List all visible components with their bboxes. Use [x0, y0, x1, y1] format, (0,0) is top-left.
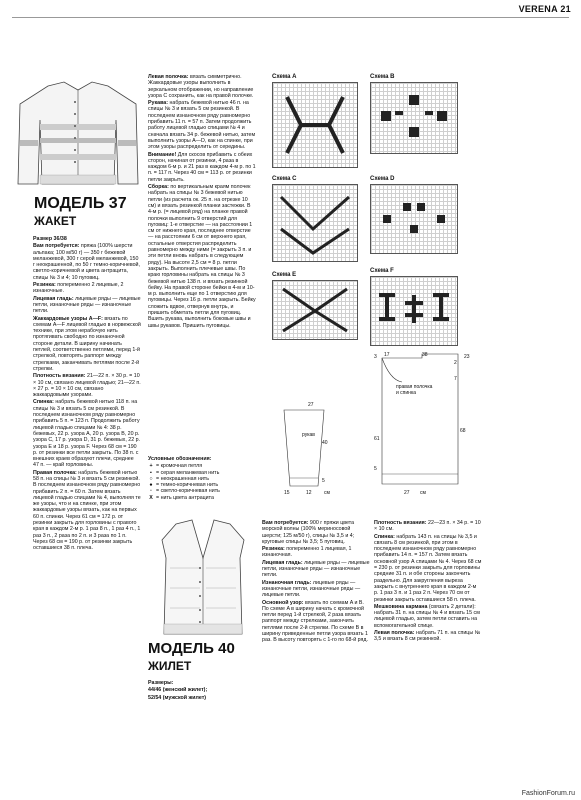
model37-title: МОДЕЛЬ 37	[34, 195, 127, 212]
paragraph: Лицевая гладь: лицевые ряды — лицевые петли, изнаночные ряды — изнаночные петли.	[262, 559, 370, 579]
dim-sleeve-cuff: 5	[322, 478, 325, 484]
dim-body-neck: 3	[374, 354, 377, 360]
model37-subtitle: ЖАКЕТ	[34, 214, 77, 228]
dim-sleeve-bottom-c: см	[324, 490, 330, 496]
dim-neck: 17	[384, 352, 390, 358]
model40-instructions-right	[374, 520, 482, 700]
paragraph: Левая полочка: вязать симметрично. Жаккардовые узоры выполнить в зеркальном отображении, но направление узора C сохранить, как на правой полочке.	[148, 74, 254, 99]
paragraph: Правая полочка: набрать бежевой нитью 58 п. на спицы № 3 и вязать 5 см резинкой. В последнем изнаночном ряду равномерно прибавить 2 п. = 60 п. Затем вязать лицевой гладью спицами № 4, выполняя те же узоры, что и на спинке, при этом жаккардовые узоры вязать, как на первых 60 п. спинки. Через 61 см = 172 р. от резинки закрыть для горловины с правого края в каждом 2-м р. 1 раз 8 п., 1 раз 4 п., 1 раз 3 п., 2 раза по 2 п. и 3 раза по 1 п. Через 68 см = 190 р. от резинки закрыть оставшиеся 38 п. плеча.	[33, 469, 141, 552]
dim-sleeve-bottom-b: 12	[306, 490, 312, 496]
sleeve-label: рукав	[302, 432, 315, 438]
scheme-a-grid	[272, 82, 358, 168]
paragraph: Сборка: по вертикальным краям полочек набрать на спицы № 3 бежевой нитью петли (из расчета ок. 25 п. на отрезке 10 см) и вязать резинкой планки застежки. В 4-м р. (= лицевой ряд) на планке правой полочки выполнить 9 отверстий для пуговиц: 1-е отверстие — на расстоянии 1 см от нижнего края, последнее отверстие — на расстоянии 6 см от верхнего края, остальные отверстия распределить равномерно между ними (= закрыть 3 п. и эти петли вновь набрать в следующем ряду). На высоте 2,5 см = 8 р. петли закрыть. Выполнить плечевые швы. По краю горловины набрать на спицы № 3 бежевой нитью 138 п. и вязать резинкой бейку. На правой стороне бейки в 4-м и 10-м р. выполнить еще по 1 отверстию для пуговицы. Через 16 р. петли закрыть. Бейку сложить вдвое, отвернув внутрь, и пришить обметать петли для пуговиц. Вшить рукава, выполнить боковые швы и швы рукавов. Пришить пуговицы.	[148, 184, 256, 329]
scheme-c-label: Схема C	[272, 176, 297, 182]
paragraph: Плотность вязания: 21—22 п. × 30 р. = 10 × 10 см, связано лицевой гладью; 21—22 п. × 27 р. = 10 × 10 см, связано жаккардовыми узорами.	[33, 373, 141, 399]
dim-side: 68	[460, 428, 466, 434]
sizes-line-1: 44/46 (женский жилет);	[148, 687, 208, 694]
paragraph: Внимание! Для скосов прибавить с обеих сторон, начиная от резинки, 4 раза в каждом 6-м р. и 21 раз в каждом 4-м р. по 1 п. = 117 п. Через 40 см = 113 р. от резинки петли закрыть.	[148, 151, 256, 183]
dim-sleeve-top: 27	[308, 402, 314, 408]
paragraph: Основной узор: вязать по схемам A и B. По схеме A в ширину начать с кромочной петли перед 1-й стрелкой, 2 раза вязать раппорт между стрелками, закончить петлями после 2-й стрелки. По схеме B в ширину приведенные петли узора вязать 1 раз. В высоту повторять с 1-го по 68-й ряд.	[262, 599, 368, 644]
model37-instructions-middle	[148, 74, 256, 454]
pattern-pieces	[262, 350, 462, 500]
legend-item: ▪ = серая меланжевая нить	[150, 469, 220, 476]
sizes-line-2: 52/54 (мужской жилет)	[148, 694, 207, 701]
scheme-b-grid	[370, 82, 458, 154]
dim-body-7: 7	[454, 376, 457, 382]
paragraph: Спинка: набрать бежевой нитью 118 п. на спицы № 3 и вязать 5 см резинкой. В последнем изнаночном ряду равномерно прибавить 5 п. = 123 п. Продолжить работу лицевой гладью спицами № 4: 38 р. бежевых, 22 р. узора А, 20 р. узора B, 20 р. узора C, 17 р. узора D, 31 р. бежевых, 22 р. узора E и 18 р. узора F. Через 68 см = 190 р. от резинки все петли закрыть. По 38 п. с внешних краев образуют плечи, среднее 47 п. — край горловины.	[33, 399, 141, 469]
legend-item: ○ = неокрашенная нить	[149, 475, 209, 482]
paragraph: Мешковина кармана (связать 2 детали): набрать 31 п. на спицы № 4 и вязать 15 см лицевой гладью, затем петли оставить на вспомогательной спице.	[374, 603, 480, 629]
legend-title: Условные обозначения:	[148, 456, 212, 462]
scheme-d-label: Схема D	[370, 176, 395, 182]
paragraph: Вам потребуется: 900 г пряжи цвета морской волны (100% мериносовой шерсти; 125 м/50 г), спицы № 3,5 и 4; круговые спицы № 3,5; 5 пуговиц.	[262, 520, 355, 545]
scheme-f-label: Схема F	[370, 268, 394, 274]
paragraph: Жаккардовые узоры А—F: вязать по схемам А—F лицевой гладью в норвежской технике, при этом нерабочую нить протягивать свободно по изнаночной стороне детали. В ширину начинать петлей, соответственно петлями, перед 1-й стрелкой, повторять раппорт между стрелками, заканчивать петлями после 2-й стрелки.	[33, 315, 141, 372]
dim-body-2: 2	[454, 360, 457, 366]
model40-sizes	[148, 680, 256, 702]
legend-item: X = нить цвета антрацита	[149, 494, 214, 501]
paragraph: Размер 36/38	[33, 236, 67, 242]
model37-instructions-left	[33, 236, 141, 716]
legend-item: ▫ = светло-коричневая нить	[150, 488, 220, 495]
watermark: FashionForum.ru	[521, 790, 575, 797]
scheme-e-label: Схема E	[272, 272, 297, 278]
scheme-c-grid	[272, 184, 358, 262]
paragraph: Изнаночная гладь: лицевые ряды — изнаночные петли, изнаночные ряды — лицевые петли.	[262, 579, 361, 599]
magazine-name: VERENA	[518, 4, 558, 14]
jacket-illustration	[14, 80, 142, 188]
body-label: правая полочка и спинка	[396, 384, 433, 397]
sizes-title: Размеры:	[148, 680, 174, 686]
symbol-legend	[148, 456, 256, 518]
paragraph: Левая полочка: набрать 71 п. на спицы № 3,5 и вязать 8 см резинкой.	[374, 630, 481, 643]
page-header	[519, 4, 571, 14]
scheme-e-grid	[272, 280, 358, 340]
legend-item: + = кромочная петля	[149, 463, 203, 470]
paragraph: Рукава: набрать бежевой нитью 46 п. на спицы № 3 и вязать 5 см резинкой. В последнем изнаночном ряду равномерно прибавить 11 п. = 57 п. Затем продолжить работу лицевой гладью спицами № 4 и сначала вязать 34 р. бежевой нитью, затем выполнить узоры A—D, как на спинке, при этом узоры распределить от середины.	[148, 100, 256, 151]
dim-sleeve-bottom-a: 15	[284, 490, 290, 496]
legend-item: ● = темно-коричневая нить	[149, 482, 219, 489]
dim-back-top: 38	[422, 352, 428, 358]
page-number: 21	[560, 4, 571, 14]
model40-title: МОДЕЛЬ 40	[148, 640, 235, 657]
paragraph: Лицевая гладь: лицевые ряды — лицевые петли, изнаночные ряды — изнаночные петли.	[33, 295, 141, 315]
paragraph: Резинка: попеременно 1 лицевая, 1 изнаночная.	[262, 546, 352, 559]
scheme-f-grid	[370, 276, 458, 346]
vest-illustration	[148, 518, 258, 638]
dim-neck-width: 23	[464, 354, 470, 360]
scheme-a-label: Схема A	[272, 74, 297, 80]
dim-body-mid: 61	[374, 436, 380, 442]
dim-body-bottom-b: 27	[404, 490, 410, 496]
scheme-b-label: Схема B	[370, 74, 395, 80]
paragraph: Спинка: набрать 143 п. на спицы № 3,5 и связать 8 см резинкой, при этом в последнем изнаночном ряду равномерно прибавить 14 п. = 157 п. Затем вязать основной узор А спицами № 4. Через 68 см = 230 р. от резинки закрыть для горловины средние 31 п. и обе стороны закончить раздельно. Для закругления выреза закрыть с внутреннего края в каждом 2-м р. 1 раз 3 п. и 1 раз 2 п. Через 70 см от резинки закрыть оставшиеся 58 п. плеча.	[374, 533, 482, 603]
paragraph: Вам потребуется: пряжа (100% шерсти альпака; 100 м/50 г) — 350 г бежевой меланжевой, 300 г серой меланжевой, 150 г неокрашенной, по 50 г темно-коричневой, светло-коричневой и цвета антрацита, спицы № 3 и 4; 10 пуговиц.	[33, 243, 140, 281]
paragraph: Резинка: попеременно 2 лицевые, 2 изнаночные.	[33, 282, 124, 295]
model40-subtitle: ЖИЛЕТ	[148, 659, 192, 673]
dim-sleeve-height: 40	[322, 440, 328, 446]
header-rule	[12, 17, 569, 18]
paragraph: Плотность вязания: 22—23 п. × 34 р. = 10 × 10 см.	[374, 520, 481, 533]
dim-body-bottom-a: 5	[374, 466, 377, 472]
model40-instructions-left	[262, 520, 370, 700]
dim-body-bottom-c: см	[420, 490, 426, 496]
scheme-d-grid	[370, 184, 458, 254]
